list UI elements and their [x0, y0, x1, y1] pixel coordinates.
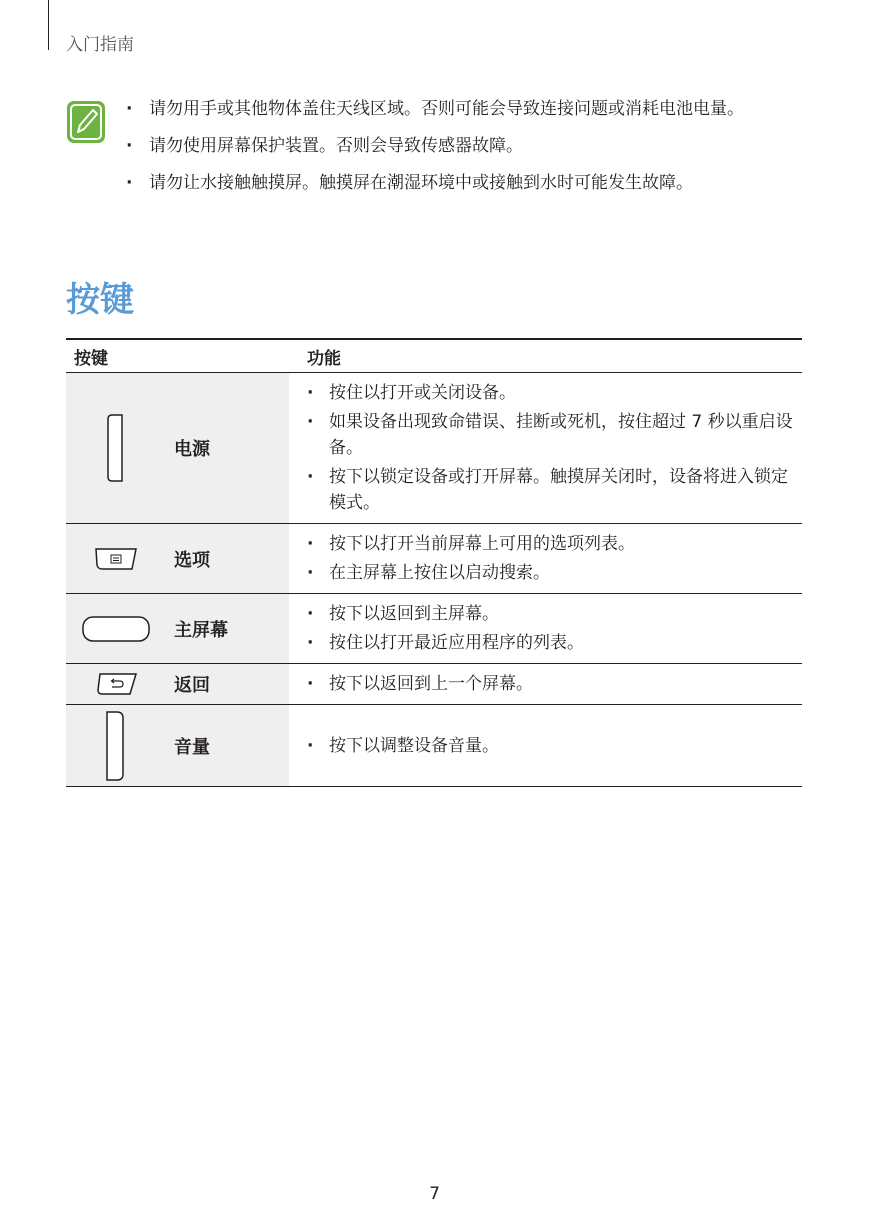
function-list [307, 531, 802, 586]
volume-key-icon [66, 710, 166, 782]
home-key-icon [66, 614, 166, 644]
table-row [66, 524, 802, 594]
key-name: 选项 [174, 549, 210, 571]
function-item: · 在主屏幕上按住以启动搜索。 [307, 560, 802, 586]
function-list [307, 380, 802, 516]
table-row [66, 594, 802, 664]
function-list [307, 601, 802, 656]
key-name: 主屏幕 [174, 619, 228, 641]
key-name: 电源 [174, 439, 210, 460]
chapter-title: 入门指南 [66, 35, 134, 55]
function-item: · 按下以打开当前屏幕上可用的选项列表。 [307, 531, 802, 557]
page-number: 7 [429, 1184, 440, 1204]
note-item: · 请勿让水接触触摸屏。触摸屏在潮湿环境中或接触到水时可能发生故障。 [126, 170, 806, 197]
function-item: · 按住以打开或关闭设备。 [307, 380, 802, 406]
function-item: · 按下以锁定设备或打开屏幕。触摸屏关闭时，设备将进入锁定模式。 [307, 464, 802, 516]
keys-table [66, 338, 802, 787]
note-item: · 请勿使用屏幕保护装置。否则会导致传感器故障。 [126, 133, 806, 160]
header-function: 功能 [289, 339, 802, 373]
back-key-icon [66, 670, 166, 698]
key-name: 音量 [174, 736, 210, 758]
function-item: · 按下以返回到主屏幕。 [307, 601, 802, 627]
note-icon [66, 100, 106, 144]
table-row [66, 705, 802, 787]
power-key-icon [66, 413, 166, 483]
page-margin-line [48, 0, 49, 50]
section-title: 按键 [66, 280, 134, 320]
note-item: · 请勿用手或其他物体盖住天线区域。否则可能会导致连接问题或消耗电池电量。 [126, 96, 806, 123]
table-row [66, 373, 802, 524]
table-row [66, 664, 802, 705]
function-item: · 按下以返回到上一个屏幕。 [307, 671, 802, 697]
function-list [307, 671, 802, 697]
function-item: · 按住以打开最近应用程序的列表。 [307, 630, 802, 656]
function-item: · 如果设备出现致命错误、挂断或死机，按住超过 7 秒以重启设备。 [307, 409, 802, 461]
function-item: · 按下以调整设备音量。 [307, 733, 802, 759]
notes-list [126, 96, 806, 207]
header-key: 按键 [66, 339, 289, 373]
key-name: 返回 [174, 675, 210, 696]
table-header-row [66, 339, 802, 373]
menu-key-icon [66, 545, 166, 573]
function-list [307, 733, 802, 759]
